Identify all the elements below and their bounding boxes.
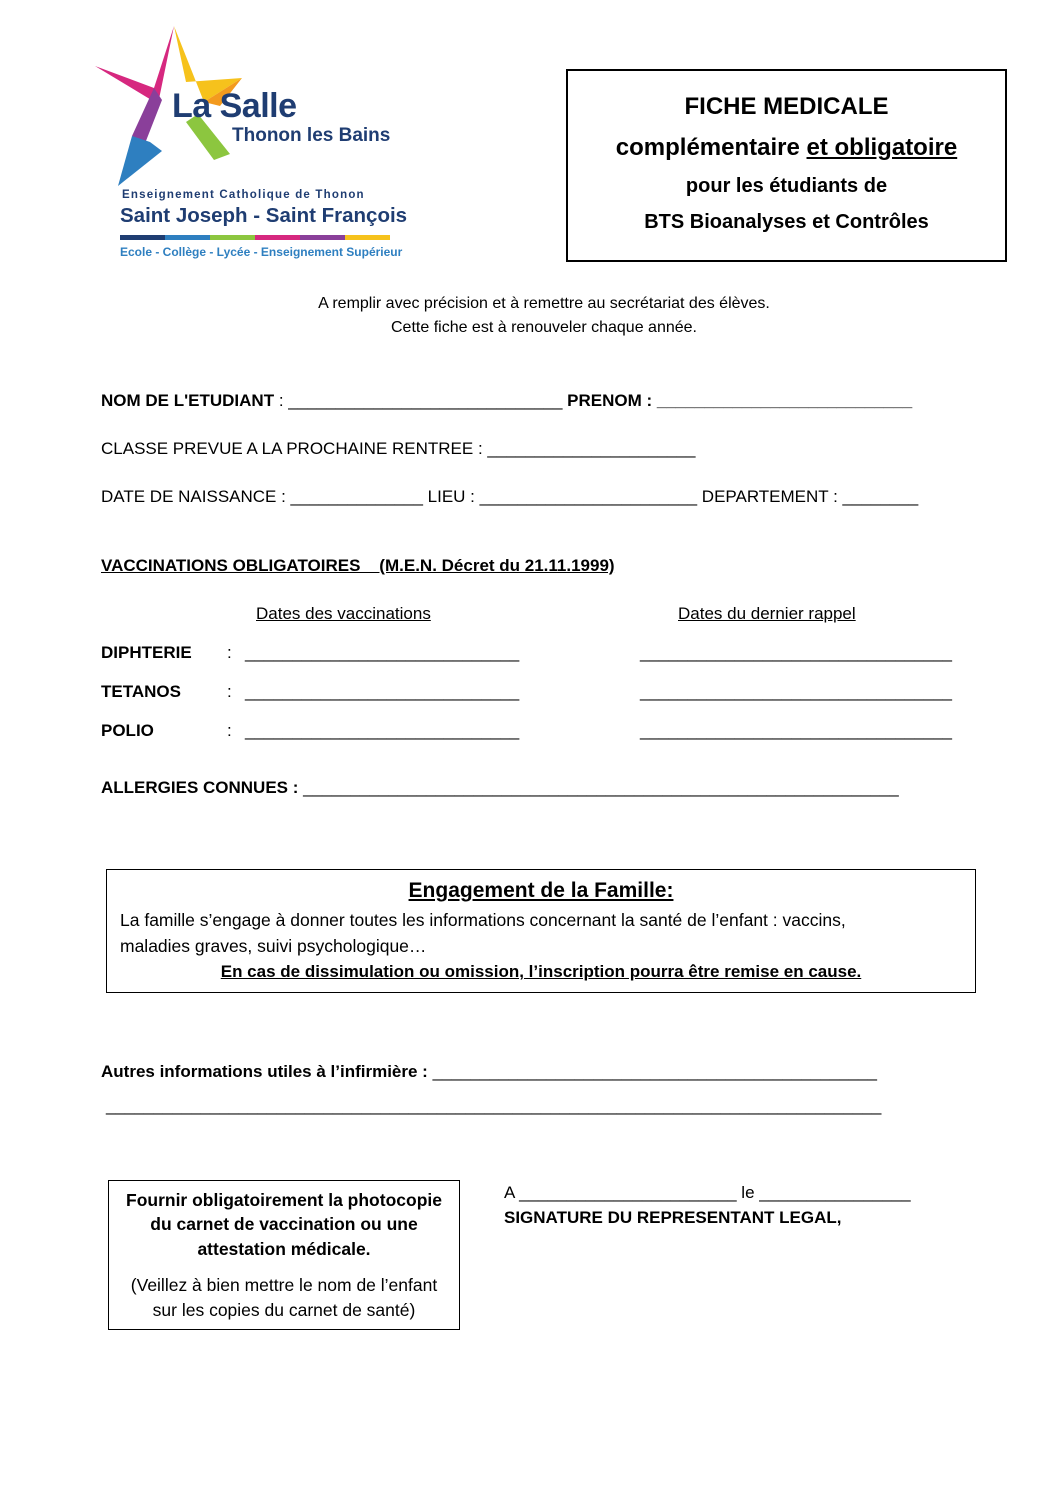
student-name-blank: : _____________________________ [274, 391, 568, 410]
nurse-info-field[interactable] [101, 1062, 877, 1082]
place-date-field[interactable]: A _______________________ le ________________ [504, 1183, 911, 1202]
logo-star-blue [118, 136, 162, 186]
documents-note-1: (Veillez à bien mettre le nom de l’enfant [130, 1275, 438, 1295]
instructions-line-1: A remplir avec précision et à remettre au secrétariat des élèves. [318, 295, 770, 312]
family-commitment-box [106, 869, 976, 993]
title-line-4: BTS Bioanalyses et Contrôles [644, 211, 929, 233]
logo-color-stripe [120, 235, 390, 240]
title-line-2-prefix: complémentaire [615, 134, 807, 161]
documents-note-2: sur les copies du carnet de santé) [152, 1300, 416, 1320]
title-line-3: pour les étudiants de [685, 175, 888, 197]
logo-city: Thonon les Bains [232, 125, 391, 146]
instructions-line-2: Cette fiche est à renouveler chaque année. [391, 319, 697, 336]
allergies-field[interactable] [101, 778, 899, 798]
documents-line-1: Fournir obligatoirement la photocopie [126, 1190, 442, 1210]
polio-booster-blank[interactable]: _________________________________ [640, 721, 953, 740]
colon: : [227, 682, 232, 701]
commitment-heading: Engagement de la Famille: [408, 879, 674, 902]
colon: : [227, 721, 232, 740]
title-line-2 [568, 134, 1005, 162]
required-documents-box [108, 1180, 460, 1330]
allergies-label: ALLERGIES CONNUES : [101, 778, 304, 797]
title-box [566, 69, 1007, 262]
allergies-blank: _______________________________________________________________ [303, 778, 899, 797]
commitment-text-2: maladies graves, suivi psychologique… [120, 936, 427, 956]
diphterie-date-blank[interactable]: _____________________________ [245, 643, 520, 662]
nurse-info-label: Autres informations utiles à l’infirmière : [101, 1062, 433, 1081]
title-line-1: FICHE MEDICALE [684, 93, 889, 120]
logo-star-magenta [95, 26, 174, 104]
vaccinations-heading: VACCINATIONS OBLIGATOIRES (M.E.N. Décret du 21.11.1999) [101, 556, 615, 575]
column-last-booster: Dates du dernier rappel [678, 604, 856, 623]
tetanos-date-blank[interactable]: _____________________________ [245, 682, 520, 701]
logo-school: Saint Joseph - Saint François [120, 204, 408, 227]
documents-line-2: du carnet de vaccination ou une [150, 1214, 418, 1234]
vaccine-diphterie-label: DIPHTERIE [101, 643, 192, 662]
signature-label: SIGNATURE DU REPRESENTANT LEGAL, [504, 1208, 842, 1227]
title-line-2-emphasis: et obligatoire [806, 134, 958, 161]
class-field[interactable]: CLASSE PREVUE A LA PROCHAINE RENTREE : ______________________ [101, 439, 696, 458]
logo-name: La Salle [172, 87, 297, 125]
vaccine-tetanos-label: TETANOS [101, 682, 181, 701]
tetanos-booster-blank[interactable]: _________________________________ [640, 682, 953, 701]
birth-field[interactable]: DATE DE NAISSANCE : ______________ LIEU : _______________________ DEPARTEMENT : ________ [101, 487, 919, 506]
nurse-info-blank-2[interactable]: __________________________________________________________________________________ [106, 1096, 882, 1115]
vaccine-polio-label: POLIO [101, 721, 154, 740]
column-vaccination-dates: Dates des vaccinations [256, 604, 431, 623]
colon: : [227, 643, 232, 662]
diphterie-booster-blank[interactable]: _________________________________ [640, 643, 953, 662]
logo-network: Enseignement Catholique de Thonon [122, 189, 365, 201]
commitment-text-1: La famille s’engage à donner toutes les informations concernant la santé de l’enfant : vaccins, [120, 910, 846, 930]
student-name-label: NOM DE L'ETUDIANT [101, 391, 275, 410]
documents-line-3: attestation médicale. [197, 1239, 371, 1259]
student-name-field[interactable] [101, 391, 912, 411]
nurse-info-blank-1: _______________________________________________ [432, 1062, 877, 1081]
polio-date-blank[interactable]: _____________________________ [245, 721, 520, 740]
student-firstname-field: PRENOM : ___________________________ [567, 391, 913, 410]
logo-levels: Ecole - Collège - Lycée - Enseignement Supérieur [120, 245, 403, 259]
commitment-warning: En cas de dissimulation ou omission, l’inscription pourra être remise en cause. [220, 962, 862, 981]
